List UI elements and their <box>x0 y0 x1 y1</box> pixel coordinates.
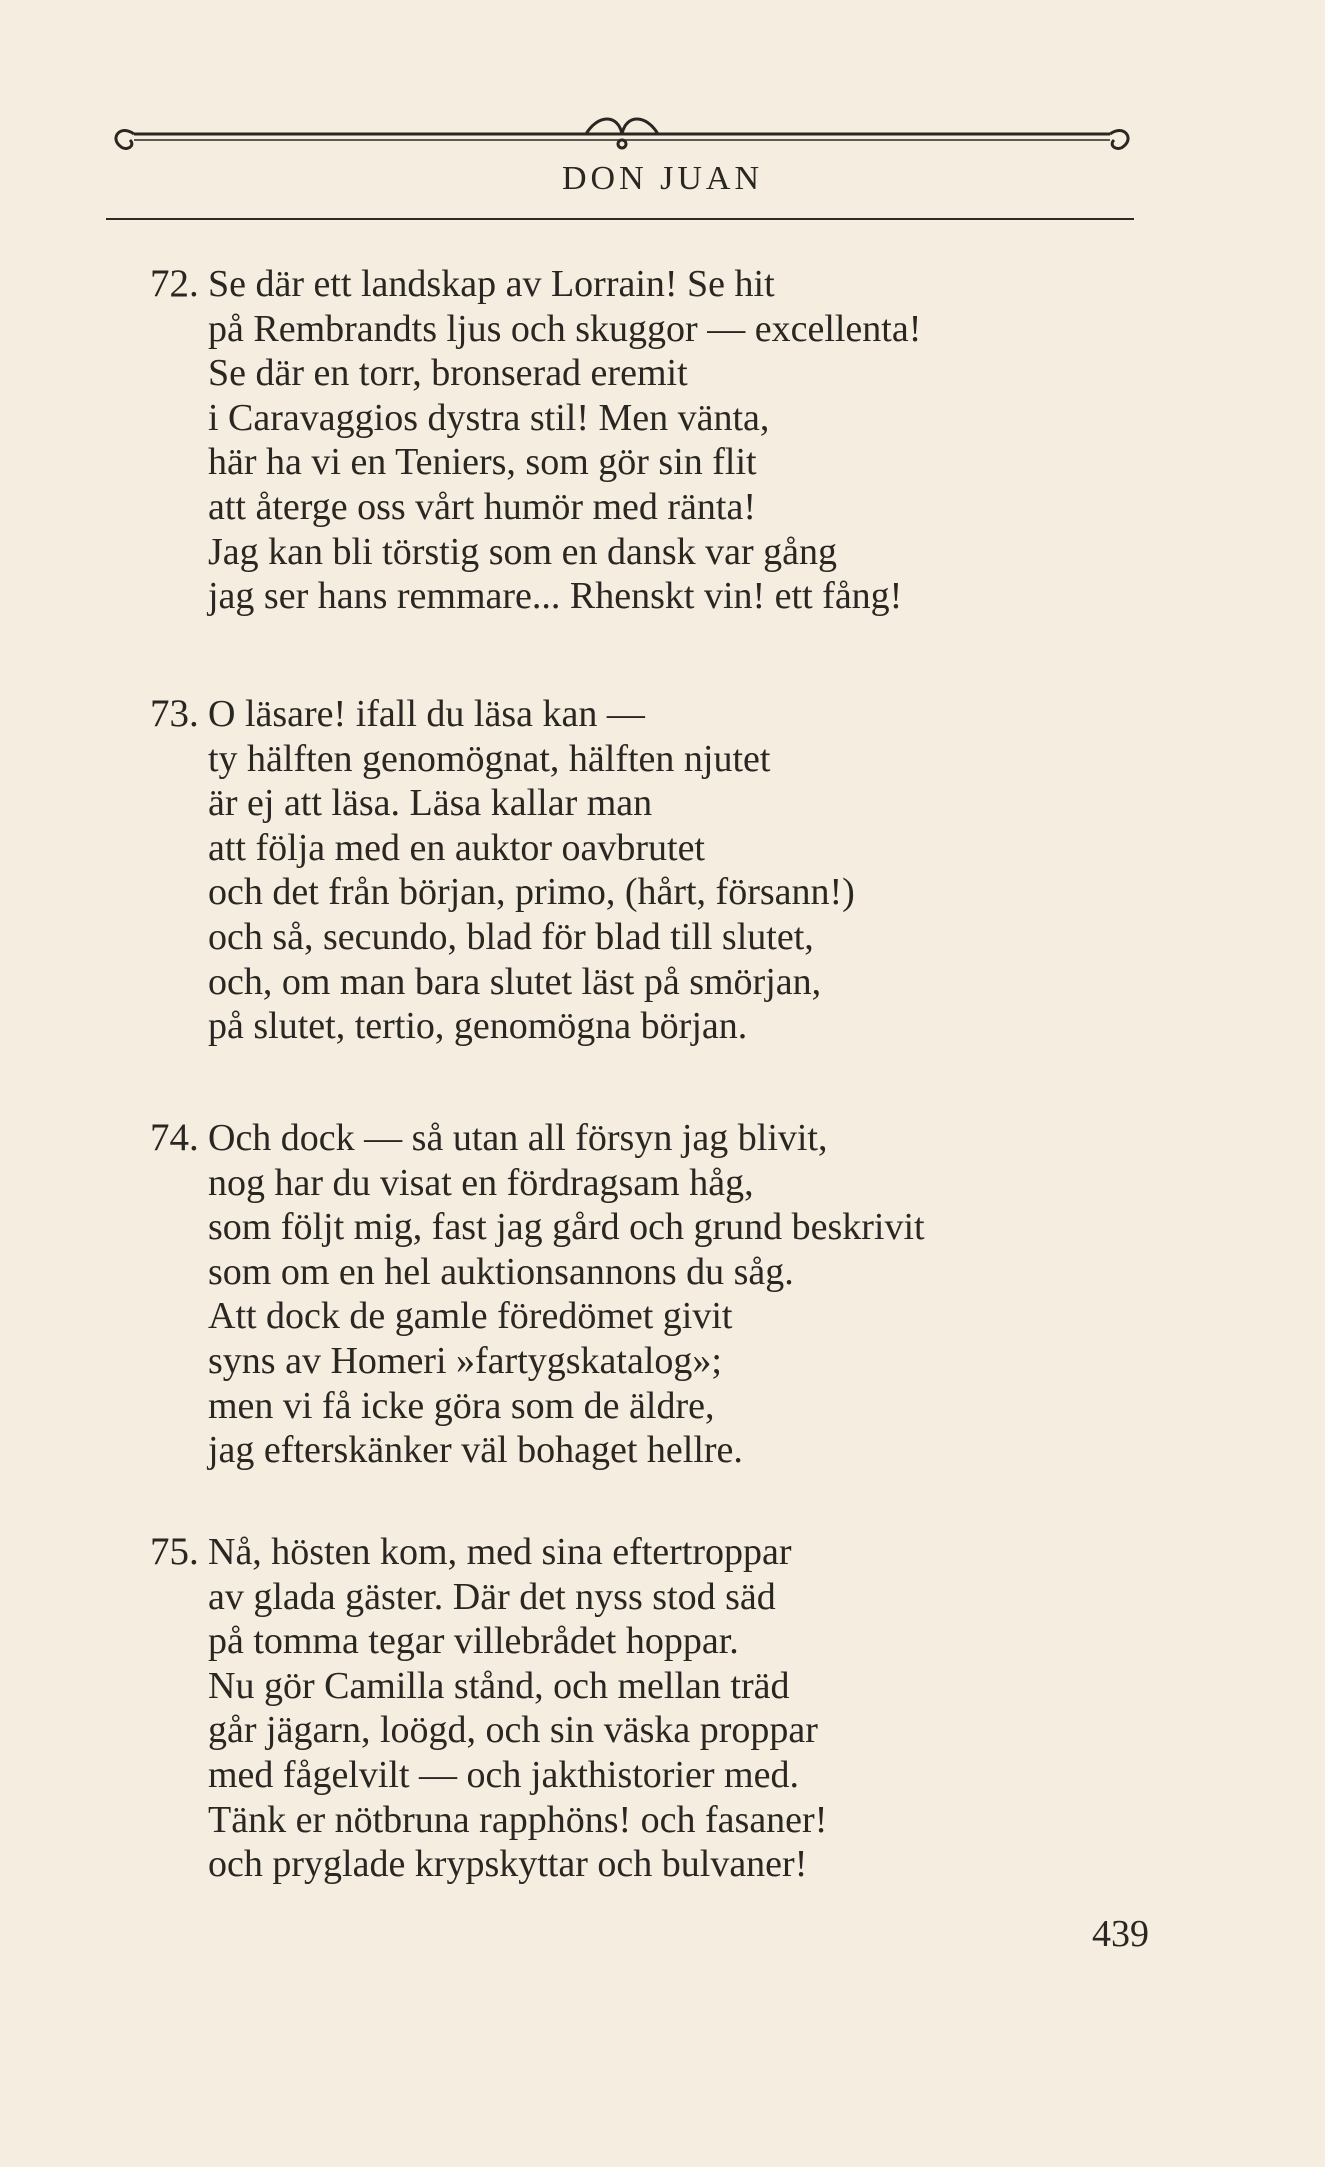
verse-line: och så, secundo, blad för blad till slutet, <box>208 915 814 958</box>
running-header: DON JUAN <box>561 160 764 197</box>
verse-line: som följt mig, fast jag gård och grund beskrivit <box>208 1206 925 1249</box>
verse-line: jag efterskänker väl bohaget hellre. <box>208 1429 743 1472</box>
stanza-number: 73. <box>150 692 199 735</box>
verse-line: och pryglade krypskyttar och bulvaner! <box>208 1843 808 1886</box>
verse-line: Och dock — så utan all försyn jag blivit, <box>208 1117 828 1159</box>
header-ornament <box>106 108 1138 158</box>
verse-line: som om en hel auktionsannons du såg. <box>208 1250 794 1293</box>
verse-line: är ej att läsa. Läsa kallar man <box>208 782 653 825</box>
verse-line: Jag kan bli törstig som en dansk var gång <box>208 530 838 573</box>
verse-line: ty hälften genomögnat, hälften njutet <box>208 737 771 780</box>
stanza-number: 75. <box>150 1530 199 1573</box>
verse-line: och, om man bara slutet läst på smörjan, <box>208 960 822 1003</box>
verse-line: i Caravaggios dystra stil! Men vänta, <box>208 396 770 439</box>
verse-line: jag ser hans remmare... Rhenskt vin! ett fång! <box>208 575 903 618</box>
verse-line: att följa med en auktor oavbrutet <box>208 826 705 869</box>
verse-line: av glada gäster. Där det nyss stod säd <box>208 1575 776 1618</box>
verse-line: att återge oss vårt humör med ränta! <box>208 485 756 528</box>
verse-line: Tänk er nötbruna rapphöns! och fasaner! <box>208 1798 828 1841</box>
verse-line: på slutet, tertio, genomögna början. <box>208 1005 748 1048</box>
stanza-number: 72. <box>150 262 199 305</box>
verse-line: Nu gör Camilla stånd, och mellan träd <box>208 1664 790 1707</box>
page-number: 439 <box>1092 1913 1149 1955</box>
verse-line: Se där ett landskap av Lorrain! Se hit <box>208 263 775 305</box>
verse-line: på Rembrandts ljus och skuggor — excellenta! <box>208 307 922 350</box>
verse-line: syns av Homeri »fartygskatalog»; <box>208 1339 722 1382</box>
header-rule <box>106 218 1134 220</box>
verse-line: O läsare! ifall du läsa kan — <box>208 693 645 735</box>
verse-line: går jägarn, loögd, och sin väska proppar <box>208 1709 818 1752</box>
verse-line: Se där en torr, bronserad eremit <box>208 352 688 395</box>
verse-line: nog har du visat en fördragsam håg, <box>208 1161 754 1204</box>
verse-line: Att dock de gamle föredömet givit <box>208 1295 733 1338</box>
verse-line: här ha vi en Teniers, som gör sin flit <box>208 441 757 484</box>
verse-line: med fågelvilt — och jakthistorier med. <box>208 1753 799 1796</box>
verse-line: men vi få icke göra som de äldre, <box>208 1384 715 1427</box>
verse-line: Nå, hösten kom, med sina eftertroppar <box>208 1531 792 1573</box>
verse-line: och det från början, primo, (hårt, försann!) <box>208 871 855 914</box>
stanza-number: 74. <box>150 1116 199 1159</box>
verse-line: på tomma tegar villebrådet hoppar. <box>208 1620 739 1663</box>
